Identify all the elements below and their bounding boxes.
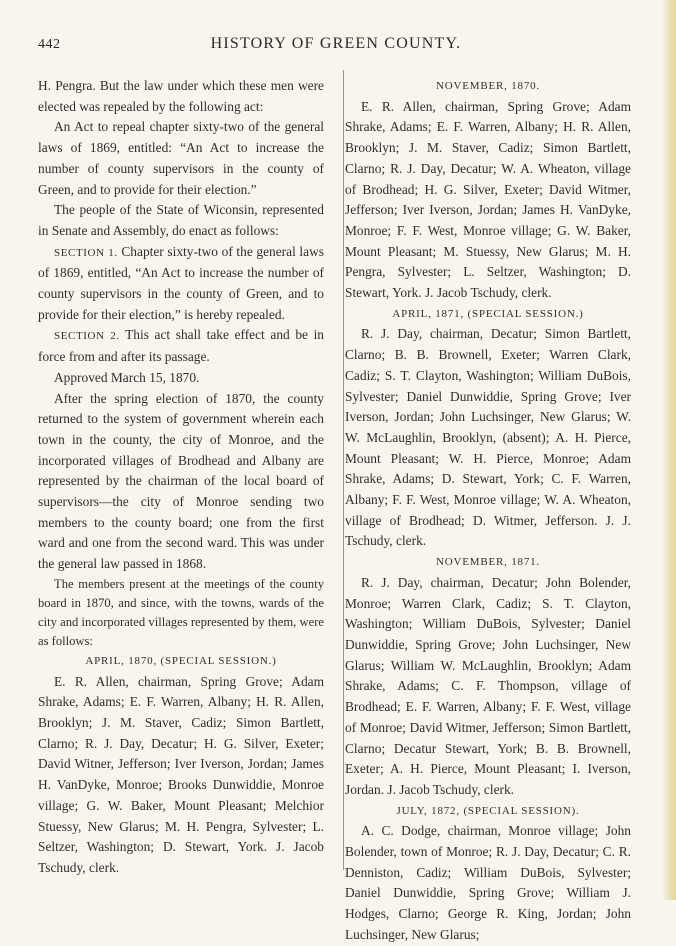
paragraph: An Act to repeal chapter sixty-two of the general laws of 1869, entitled: “An Act to increase the number of county supervisors in the county of Green, and to provide for their election.” [38, 119, 324, 197]
page-number: 442 [38, 37, 61, 52]
member-list: R. J. Day, chairman, Decatur; Simon Bartlett, Clarno; B. B. Brownell, Exeter; Warren Clark, Cadiz; S. T. Clayton, Washington; William DuBois, Sylvester; Daniel Dunwiddie, Spring Grove; Iver Iverson, Jordan; John Luchsinger, New Glarus; W. W. McLaughlin, Brooklyn, (absent); A. H. Pierce, Mount Pleasant; W. H. Pierce, Monroe; Adam Shrake, Adams; D. Stewart, York; C. F. Warren, Albany; F. F. West, Monroe village; W. A. Wheaton, village of Brodhead; D. Witmer, Jefferson. J. J. Tschudy, clerk. [345, 326, 631, 549]
left-column [38, 76, 324, 879]
paragraph: After the spring election of 1870, the county returned to the system of government wherein each town in the county, the city of Monroe, and the incorporated villages of Brodhead and Albany are represented by the chairman of the local board of supervisors—the city of Monroe sending two members to the county board; one from the first ward and one from the second ward. This was under the general law passed in 1868. [38, 390, 324, 572]
column-divider [343, 70, 344, 870]
member-list: E. R. Allen, chairman, Spring Grove; Adam Shrake, Adams; E. F. Warren, Albany; H. R. Allen, Brooklyn; J. M. Staver, Cadiz; Simon Bartlett, Clarno; R. J. Day, Decatur; H. G. Silver, Exeter; David Witner, Jefferson; Iver Iverson, Jordan; James H. VanDyke, Monroe; Brooks Dunwiddie, Monroe village; G. W. Baker, Mount Pleasant; Melchior Stuessy, New Glarus; M. H. Pengra, Sylvester; L. Seltzer, Washington; D. Stewart, York. J. Jacob Tschudy, clerk. [38, 673, 324, 875]
section-text: This act shall take effect and be in force from and after its passage. [38, 327, 324, 365]
session-heading: NOVEMBER, 1870. [436, 80, 540, 92]
running-title: HISTORY OF GREEN COUNTY. [210, 35, 462, 52]
section-label: SECTION 1. [54, 246, 118, 259]
session-heading: NOVEMBER, 1871. [436, 556, 540, 569]
right-column [345, 76, 631, 946]
section-text: Chapter sixty-two of the general laws of 1869, entitled, “An Act to increase the number of county supervisors in the county of Green, and to provide for their election,” is hereby repealed. [38, 243, 324, 322]
approved-line: Approved March 15, 1870. [54, 369, 200, 385]
session-heading: JULY, 1872, (SPECIAL SESSION). [396, 804, 580, 817]
section-1 [38, 242, 324, 326]
page-edge [662, 0, 676, 900]
session-heading: APRIL, 1870, (SPECIAL SESSION.) [85, 654, 277, 667]
paragraph: The people of the State of Wiconsin, represented in Senate and Assembly, do enact as follows: [38, 202, 324, 238]
member-list: R. J. Day, chairman, Decatur; John Bolender, Monroe; Warren Clark, Cadiz; S. T. Clayton, Washington; William DuBois, Sylvester; Daniel Dunwiddie, Spring Grove; John Luchsinger, New Glarus; William W. McLaughlin, Brooklyn; Adam Shrake, Adams; C. F. Thompson, village of Brodhead; E. F. Warren, Albany; F. F. West, village of Monroe; David Witmer, Jefferson; Simon Bartlett, Clarno; Decatur Stewart, York; B. B. Brownell, Exeter; A. H. Pierce, Mount Pleasant; I. Iverson, Jordan. J. Jacob Tschudy, clerk. [345, 574, 631, 797]
paragraph: H. Pengra. But the law under which these men were elected was repealed by the following act: [38, 78, 324, 114]
section-2 [38, 325, 324, 367]
member-list: E. R. Allen, chairman, Spring Grove; Adam Shrake, Adams; E. F. Warren, Albany; H. R. Allen, Brooklyn; J. M. Staver, Cadiz; Simon Bartlett, Clarno; R. J. Day, Decatur; W. A. Wheaton, village of Brodhead; H. G. Silver, Exeter; David Witmer, Jefferson; Iver Iverson, Jordan; James H. VanDyke, Monroe; F. F. West, Monroe village; G. W. Baker, Mount Pleasant; M. Stuessy, New Glarus; M. H. Pengra, Sylvester; L. Seltzer, Washington; D. Stewart, York. J. Jacob Tschudy, clerk. [345, 98, 631, 301]
paragraph: The members present at the meetings of the county board in 1870, and since, with the towns, wards of the city and incorporated villages represented by them, were as follows: [38, 576, 324, 648]
page-header [38, 37, 634, 59]
member-list: A. C. Dodge, chairman, Monroe village; John Bolender, town of Monroe; R. J. Day, Decatur; C. R. Denniston, Cadiz; William DuBois, Sylvester; Daniel Dunwiddie, Spring Grove; William J. Hodges, Clarno; George R. King, Jordan; John Luchsinger, New Glarus; [345, 823, 631, 942]
section-label: SECTION 2. [54, 330, 120, 343]
session-heading: APRIL, 1871, (SPECIAL SESSION.) [392, 307, 584, 320]
